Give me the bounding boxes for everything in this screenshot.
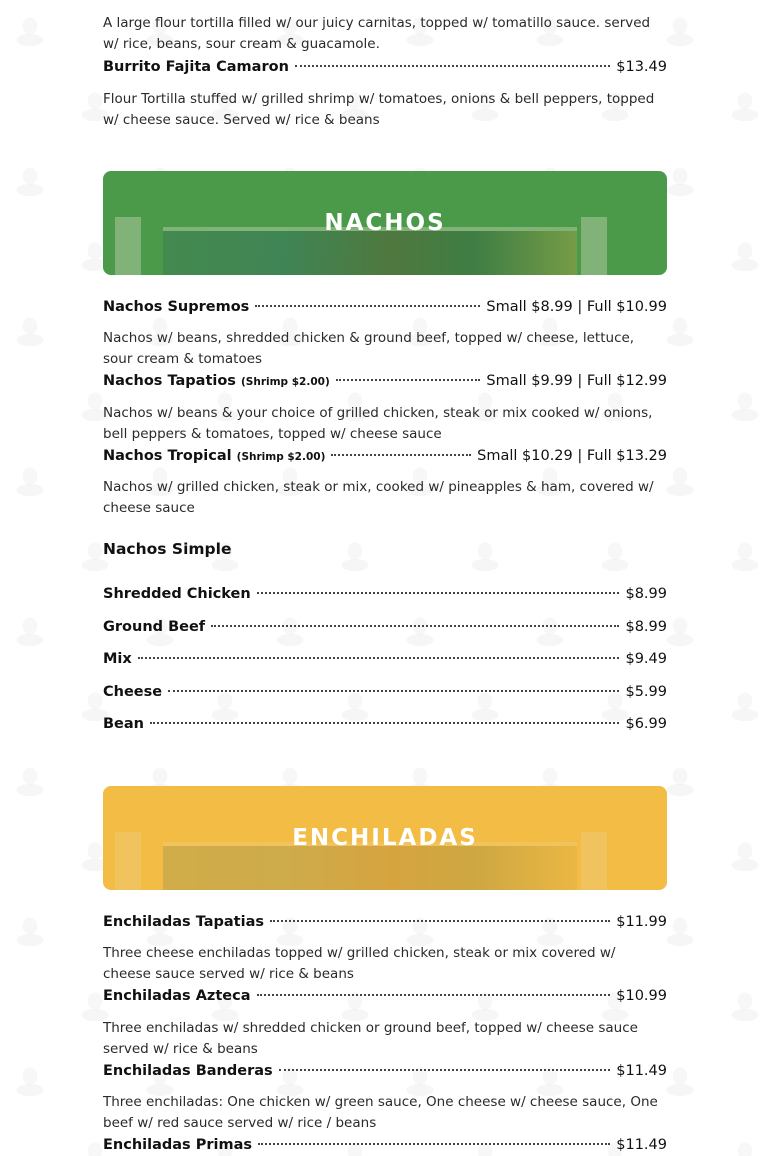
item-name: Enchiladas Banderas (103, 1063, 273, 1079)
item-description: Three enchiladas w/ shredded chicken or ground beef, topped w/ cheese sauce served w/ rice & beans (103, 1020, 638, 1057)
menu-item-ground-beef (103, 616, 667, 638)
dot-leader (258, 1143, 610, 1145)
item-description: Three cheese enchiladas topped w/ grilled chicken, steak or mix covered w/ cheese sauce served w/ rice & beans (103, 945, 616, 982)
item-description: Nachos w/ grilled chicken, steak or mix, cooked w/ pineapples & ham, covered w/ cheese sauce (103, 479, 654, 516)
menu-item-nachos-tapatios (103, 370, 667, 393)
dot-leader (168, 690, 619, 692)
menu-item-burrito-fajita-camaron (103, 56, 667, 78)
item-name: Burrito Fajita Camaron (103, 59, 289, 75)
dot-leader (331, 454, 471, 456)
item-price: $9.49 (625, 651, 667, 667)
item-name (103, 370, 330, 393)
menu-item-cheese (103, 681, 667, 703)
nachos-banner (103, 171, 667, 275)
menu-item-nachos-tropical (103, 445, 667, 468)
menu-item-nachos-supremos (103, 296, 667, 318)
dot-leader (270, 920, 610, 922)
item-name (103, 445, 325, 468)
item-name: Mix (103, 651, 132, 667)
item-note: (Shrimp $2.00) (236, 451, 326, 463)
enchiladas-banner (103, 786, 667, 890)
item-price: $13.49 (616, 59, 667, 75)
item-name: Enchiladas Azteca (103, 988, 251, 1004)
menu-item-shredded-chicken (103, 583, 667, 605)
dot-leader (257, 994, 611, 996)
menu-item-enchiladas-tapatias (103, 911, 667, 933)
item-description: Three enchiladas: One chicken w/ green sauce, One cheese w/ cheese sauce, One beef w/ red sauce served w/ rice / beans (103, 1094, 658, 1131)
item-price: $8.99 (625, 586, 667, 602)
item-price: $11.49 (616, 1063, 667, 1079)
item-price: $5.99 (625, 684, 667, 700)
menu-item-enchiladas-azteca (103, 985, 667, 1007)
item-name-text: Nachos Tropical (103, 448, 237, 464)
dot-leader (279, 1069, 611, 1071)
menu-item-mix (103, 648, 667, 670)
dot-leader (150, 722, 619, 724)
menu-item-enchiladas-banderas (103, 1060, 667, 1082)
item-price: Small $8.99 | Full $10.99 (486, 299, 667, 315)
item-price: Small $9.99 | Full $12.99 (486, 373, 667, 389)
item-note: (Shrimp $2.00) (241, 376, 330, 388)
item-price: $8.99 (625, 619, 667, 635)
dot-leader (255, 305, 480, 307)
item-name: Enchiladas Tapatias (103, 914, 265, 930)
item-price: $11.99 (616, 914, 667, 930)
dot-leader (295, 65, 610, 67)
item-name: Bean (103, 716, 144, 732)
item-price: Small $10.29 | Full $13.29 (477, 448, 667, 464)
item-name: Cheese (103, 684, 163, 700)
item-price: $10.99 (616, 988, 667, 1004)
item-name: Nachos Supremos (103, 299, 250, 315)
item-description: A large flour tortilla filled w/ our juicy carnitas, topped w/ tomatillo sauce. served w/ rice, beans, sour cream & guacamole. (103, 15, 651, 52)
item-price: $11.49 (616, 1137, 667, 1153)
item-price: $6.99 (625, 716, 667, 732)
dot-leader (257, 592, 620, 594)
item-description: Flour Tortilla stuffed w/ grilled shrimp w/ tomatoes, onions & bell peppers, topped w/ cheese sauce. Served w/ rice & beans (103, 91, 655, 128)
dot-leader (138, 657, 620, 659)
dot-leader (211, 625, 619, 627)
nachos-simple-heading: Nachos Simple (103, 540, 232, 558)
dot-leader (336, 379, 481, 381)
item-description: Nachos w/ beans, shredded chicken & ground beef, topped w/ cheese, lettuce, sour cream & tomatoes (103, 330, 635, 367)
item-name: Shredded Chicken (103, 586, 251, 602)
menu-item-bean (103, 713, 667, 735)
section-title: NACHOS (324, 210, 446, 236)
item-description: Nachos w/ beans & your choice of grilled chicken, steak or mix cooked w/ onions, bell peppers & tomatoes, topped w/ cheese sauce (103, 405, 653, 442)
item-name-text: Nachos Tapatios (103, 373, 241, 389)
item-name: Enchiladas Primas (103, 1137, 252, 1153)
section-title: ENCHILADAS (292, 825, 478, 851)
item-name: Ground Beef (103, 619, 206, 635)
